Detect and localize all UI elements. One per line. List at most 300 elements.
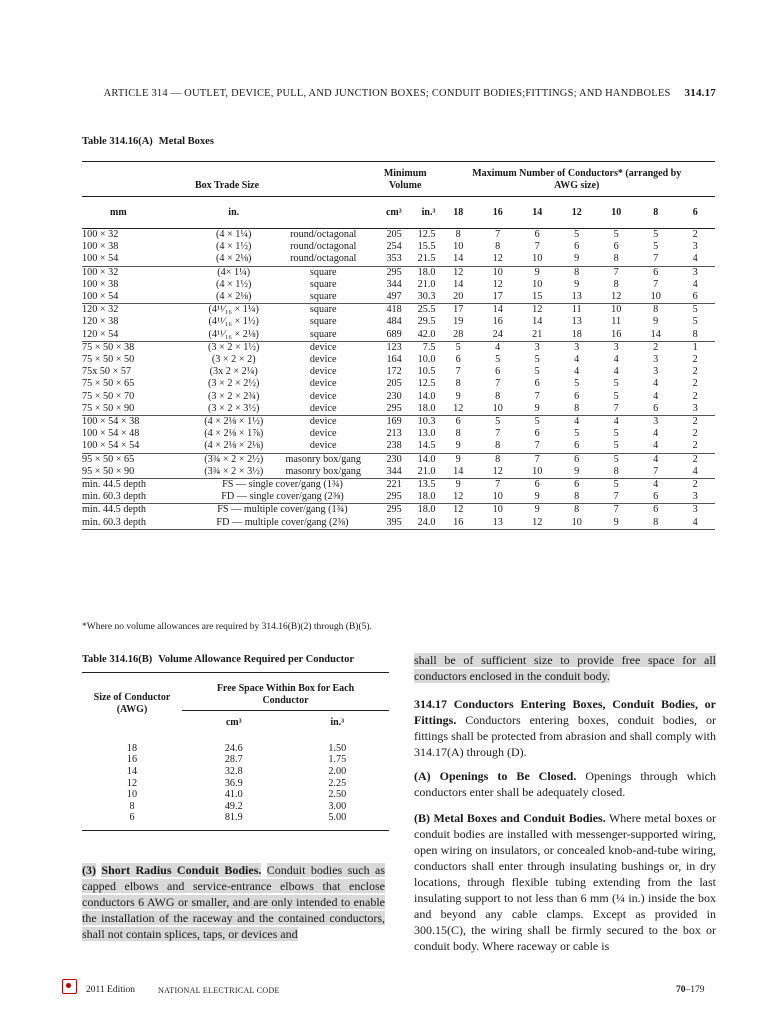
table-cell: FD — multiple cover/gang (2⅜) — [193, 517, 372, 530]
table-cell: device — [309, 341, 337, 353]
table-cell: 120 × 32 — [82, 304, 119, 316]
table-cell: 5 — [613, 428, 619, 440]
table-b-number: Table 314.16(B) — [82, 654, 153, 665]
table-cell: 8 — [495, 241, 501, 253]
table-cell: 8 — [455, 428, 461, 440]
table-cell: 100 × 32 — [82, 229, 119, 240]
metal-boxes-body: Where metal boxes or conduit bodies are installed with messenger-supported wiring, open wiring on insulators, or concealed knob-and-tube wiring, conductors shall enter through insulating bushings or, in dry locations, through flexible tubing extending from the last insulating support to not less than 6 mm (¼ in.) inside the box and beyond any cable clamps. Except as provided in 300.15(C), the wiring shall be firmly secured to the box or conduit body. Where raceway or cable is — [414, 811, 716, 953]
table-cell: 10 — [126, 789, 138, 801]
table-cell: square — [309, 266, 337, 278]
table-cell: (3 × 2 × 1½) — [208, 341, 260, 353]
table-cell: (3 × 2 × 3½) — [193, 403, 275, 416]
table-cell: 4 — [613, 354, 619, 366]
table-row — [82, 378, 715, 390]
table-cell: (4¹¹⁄₁₆ × 1½) — [208, 316, 259, 328]
openings-paragraph — [414, 768, 716, 800]
table-cell: 100 × 38 — [82, 241, 119, 253]
table-cell: 12.5 — [417, 229, 436, 240]
table-cell: (4 × 2⅛ × 1⅞) — [204, 428, 264, 440]
table-cell: 5 — [692, 304, 698, 316]
table-cell: 2 — [692, 229, 698, 240]
table-cell: 18 — [126, 742, 138, 754]
table-cell: 49.2 — [224, 800, 243, 812]
table-cell: 2 — [692, 390, 698, 402]
table-cell: (4 × 2⅛) — [193, 291, 275, 304]
table-cell: 13 — [478, 517, 518, 530]
table-cell: 16 — [596, 329, 636, 342]
table-cell: 3 — [675, 491, 715, 504]
table-cell: 5.00 — [285, 812, 389, 830]
table-row — [82, 291, 715, 304]
in-header: in. — [193, 197, 275, 229]
table-cell: 100 × 54 × 48 — [82, 428, 140, 440]
table-row — [82, 466, 715, 479]
table-cell: 100 × 54 × 38 — [82, 416, 140, 428]
table-b-title: Volume Allowance Required per Conductor — [158, 654, 355, 665]
table-cell: 21.0 — [402, 466, 439, 479]
table-cell: FS — single cover/gang (1¾) — [222, 479, 343, 491]
table-cell: 12 — [532, 304, 543, 316]
table-cell: 14 — [636, 329, 676, 342]
table-row — [82, 778, 389, 790]
header-article: ARTICLE 314 — OUTLET, DEVICE, PULL, AND JUNCTION BOXES; CONDUIT BODIES;FITTINGS; AND HANDBOLES — [103, 88, 671, 99]
table-cell: 21.5 — [402, 253, 439, 266]
table-row — [82, 354, 715, 366]
table-cell: 18.0 — [402, 403, 439, 416]
table-cell: 13 — [557, 291, 597, 304]
footer-page — [676, 985, 705, 995]
table-cell: 2.00 — [328, 765, 347, 777]
table-cell: 28.7 — [224, 754, 243, 766]
table-cell: 8 — [596, 253, 636, 266]
table-cell: 6 — [534, 479, 540, 491]
table-a-number: Table 314.16(A) — [82, 136, 153, 147]
table-a-footnote: *Where no volume allowances are required by 314.16(B)(2) through (B)(5). — [82, 622, 372, 632]
table-cell: 21.0 — [417, 278, 436, 290]
table-cell: 6 — [534, 229, 540, 240]
volume-allowance-table — [82, 672, 389, 831]
table-cell: 15.5 — [417, 241, 436, 253]
table-cell: 12 — [438, 403, 478, 416]
table-cell: 75 × 50 × 50 — [82, 354, 135, 366]
table-cell: 9 — [596, 517, 636, 530]
table-cell: 9 — [438, 440, 478, 453]
table-cell: 254 — [386, 241, 402, 253]
table-cell: 12 — [438, 491, 478, 504]
table-cell: (3x 2 × 2¼) — [209, 366, 258, 378]
table-cell: 24.6 — [224, 742, 243, 754]
table-cell: 12 — [517, 517, 557, 530]
table-cell: 10 — [517, 466, 557, 479]
table-cell: 6 — [534, 378, 540, 390]
openings-body: Openings through which conductors enter shall be adequately closed. — [414, 769, 716, 799]
table-cell: 3 — [692, 241, 698, 253]
table-cell: 19 — [453, 316, 464, 328]
table-cell: 10 — [478, 403, 518, 416]
table-cell: (4¹¹⁄₁₆ × 2⅛) — [193, 329, 275, 342]
table-a-caption — [82, 136, 214, 147]
table-cell: 3 — [574, 341, 580, 353]
table-cell: 75 × 50 × 65 — [82, 378, 135, 390]
table-cell: (3¾ × 2 × 3½) — [193, 466, 275, 479]
table-cell: 9 — [534, 266, 540, 278]
table-b-cm3-header: cm³ — [182, 711, 285, 735]
table-cell: 7 — [517, 440, 557, 453]
table-cell: 18 — [557, 329, 597, 342]
awg-header-1: 16 — [478, 197, 518, 229]
table-cell: 5 — [692, 316, 698, 328]
table-row — [82, 366, 715, 378]
table-cell: min. 60.3 depth — [82, 517, 193, 530]
table-cell: 8 — [478, 440, 518, 453]
table-cell: 8 — [455, 229, 461, 240]
table-cell: 3 — [653, 354, 659, 366]
table-row — [82, 304, 715, 317]
table-cell: 497 — [372, 291, 402, 304]
table-cell: 2.50 — [328, 789, 347, 801]
table-cell: min. 44.5 depth — [82, 479, 146, 491]
openings-title: (A) Openings to Be Closed. — [414, 769, 577, 783]
table-cell: 14 — [126, 765, 138, 777]
table-cell: 28 — [438, 329, 478, 342]
table-cell: square — [309, 316, 337, 328]
table-row — [82, 403, 715, 416]
table-cell: 172 — [386, 366, 402, 378]
table-cell: 100 × 54 — [82, 291, 193, 304]
table-cell: 2 — [692, 453, 698, 465]
table-cell: 205 — [386, 378, 402, 390]
table-cell: 14 — [438, 466, 478, 479]
table-row — [82, 241, 715, 253]
table-cell: device — [309, 354, 337, 366]
table-cell: 5 — [455, 341, 461, 353]
table-cell: 100 × 32 — [82, 266, 119, 278]
table-cell: 6 — [574, 390, 580, 402]
table-cell: 21 — [517, 329, 557, 342]
table-cell: 7 — [596, 403, 636, 416]
table-cell: 15 — [517, 291, 557, 304]
table-cell: 75 × 50 × 38 — [82, 341, 135, 353]
table-cell: 3.00 — [328, 800, 347, 812]
table-cell: (4 × 2⅛ × 1½) — [204, 416, 264, 428]
table-cell: 3 — [653, 366, 659, 378]
table-cell: 689 — [372, 329, 402, 342]
table-cell: 12 — [126, 777, 138, 789]
table-cell: device — [274, 403, 372, 416]
table-cell: device — [309, 390, 337, 402]
table-cell: 120 × 38 — [82, 316, 119, 328]
table-cell: 10 — [478, 491, 518, 504]
table-row — [82, 341, 715, 354]
shape-header-blank — [274, 197, 372, 229]
table-cell: 12.5 — [417, 378, 436, 390]
footer-edition: 2011 Edition — [86, 985, 135, 995]
table-cell: 10 — [492, 504, 503, 516]
table-cell: 20 — [438, 291, 478, 304]
table-cell: 81.9 — [182, 812, 285, 830]
table-cell: 18.0 — [417, 504, 436, 516]
table-cell: 14 — [453, 278, 464, 290]
table-cell: 9 — [574, 278, 580, 290]
table-cell: 6 — [653, 266, 659, 278]
table-cell: 13.5 — [417, 479, 436, 491]
table-cell: 2 — [692, 428, 698, 440]
table-cell: 10.0 — [417, 354, 436, 366]
table-cell: 484 — [386, 316, 402, 328]
table-cell: 6 — [557, 440, 597, 453]
table-cell: 295 — [386, 266, 402, 278]
table-cell: 6 — [636, 403, 676, 416]
table-a-header-row — [82, 162, 715, 197]
table-cell: 6 — [82, 812, 182, 830]
table-row — [82, 316, 715, 328]
table-cell: 75x 50 × 57 — [82, 366, 132, 378]
table-cell: 6 — [636, 491, 676, 504]
size-of-conductor-header: Size of Conductor (AWG) — [82, 673, 182, 735]
table-cell: 14 — [492, 304, 503, 316]
table-cell: device — [309, 366, 337, 378]
table-cell: 5 — [534, 354, 540, 366]
table-row — [82, 253, 715, 266]
table-cell: 41.0 — [224, 789, 243, 801]
table-cell: 5 — [574, 378, 580, 390]
table-cell: 7 — [636, 253, 676, 266]
awg-header-5: 8 — [636, 197, 676, 229]
table-row — [82, 735, 389, 755]
table-cell: 8 — [636, 517, 676, 530]
table-cell: 6 — [455, 416, 461, 428]
table-cell: 25.5 — [417, 304, 436, 316]
table-cell: 6 — [653, 504, 659, 516]
table-cell: (3 × 2 × 2) — [211, 354, 256, 366]
table-cell: 8 — [574, 504, 580, 516]
table-cell: 2 — [692, 354, 698, 366]
table-cell: 10.5 — [417, 366, 436, 378]
table-cell: 100 × 54 × 54 — [82, 440, 193, 453]
awg-header-2: 14 — [517, 197, 557, 229]
table-cell: 8 — [455, 378, 461, 390]
table-cell: 2 — [653, 341, 659, 353]
table-cell: square — [309, 278, 337, 290]
table-cell: 17 — [478, 291, 518, 304]
short-radius-title: Short Radius Conduit Bodies. — [101, 863, 262, 877]
header-section: 314.17 — [684, 87, 716, 99]
table-cell: 6 — [534, 428, 540, 440]
table-cell: 4 — [653, 378, 659, 390]
table-cell: 3 — [692, 266, 698, 278]
table-cell: 10 — [557, 517, 597, 530]
table-cell: round/octagonal — [290, 241, 357, 253]
table-cell: 4 — [675, 466, 715, 479]
table-cell: 230 — [386, 453, 402, 465]
table-cell: 8 — [574, 266, 580, 278]
table-cell: 14 — [532, 316, 543, 328]
table-cell: 42.0 — [402, 329, 439, 342]
table-cell: 7 — [596, 491, 636, 504]
table-row — [82, 229, 715, 242]
table-row — [82, 801, 389, 813]
table-cell: 6 — [574, 241, 580, 253]
table-cell: 10 — [611, 304, 622, 316]
table-cell: 6 — [613, 241, 619, 253]
table-row — [82, 479, 715, 492]
table-cell: 4 — [692, 278, 698, 290]
table-cell: 4 — [613, 416, 619, 428]
table-cell: (4 × 1½) — [215, 278, 252, 290]
table-cell: 3 — [675, 403, 715, 416]
table-cell: 164 — [386, 354, 402, 366]
table-cell: 7 — [534, 390, 540, 402]
section-314-17-paragraph — [414, 696, 716, 760]
table-cell: 7 — [534, 241, 540, 253]
table-cell: 14.0 — [417, 390, 436, 402]
mm-header: mm — [82, 197, 193, 229]
table-cell: 120 × 54 — [82, 329, 193, 342]
table-cell: 1.50 — [328, 742, 347, 754]
table-cell: 2 — [692, 479, 698, 491]
table-cell: 6 — [675, 291, 715, 304]
table-cell: 8 — [495, 390, 501, 402]
table-cell: 4 — [613, 366, 619, 378]
table-cell: 353 — [372, 253, 402, 266]
table-b-header-row — [82, 673, 389, 711]
table-row — [82, 812, 389, 830]
table-cell: 8 — [596, 466, 636, 479]
table-cell: 4 — [653, 453, 659, 465]
section-314-17-body: Conductors entering boxes, conduit bodies, or fittings shall be protected from abrasion and shall comply with 314.17(A) through (D). — [414, 713, 716, 759]
table-row — [82, 428, 715, 440]
awg-header-0: 18 — [438, 197, 478, 229]
table-cell: 95 × 50 × 65 — [82, 453, 135, 465]
table-cell: 9 — [557, 466, 597, 479]
table-cell: (3 × 2 × 2½) — [208, 378, 260, 390]
table-row — [82, 329, 715, 342]
table-cell: 5 — [534, 366, 540, 378]
table-cell: 7 — [495, 479, 501, 491]
table-row — [82, 517, 715, 530]
table-cell: 36.9 — [224, 777, 243, 789]
table-cell: 9 — [455, 390, 461, 402]
table-cell: 12 — [478, 466, 518, 479]
table-cell: FS — multiple cover/gang (1¾) — [217, 504, 348, 516]
table-cell: 2 — [692, 416, 698, 428]
table-cell: 12 — [453, 266, 464, 278]
table-cell: 6 — [495, 366, 501, 378]
table-cell: (4× 1¼) — [217, 266, 251, 278]
table-cell: 7 — [495, 428, 501, 440]
table-cell: 4 — [653, 428, 659, 440]
table-cell: 5 — [653, 241, 659, 253]
table-cell: 238 — [372, 440, 402, 453]
table-cell: 4 — [636, 440, 676, 453]
table-cell: 9 — [534, 504, 540, 516]
table-a-title: Metal Boxes — [158, 136, 214, 147]
awg-header-3: 12 — [557, 197, 597, 229]
table-cell: 13 — [571, 316, 582, 328]
table-cell: 221 — [386, 479, 402, 491]
table-cell: 12 — [492, 278, 503, 290]
table-cell: 17 — [453, 304, 464, 316]
short-radius-number: (3) — [82, 863, 96, 877]
cm3-header: cm³ — [372, 197, 402, 229]
table-cell: 4 — [653, 479, 659, 491]
table-cell: 9 — [517, 403, 557, 416]
table-cell: 75 × 50 × 90 — [82, 403, 193, 416]
table-cell: 5 — [613, 229, 619, 240]
table-cell: 10 — [453, 241, 464, 253]
table-row — [82, 754, 389, 766]
table-cell: 75 × 50 × 70 — [82, 390, 135, 402]
table-cell: min. 60.3 depth — [82, 491, 193, 504]
table-cell: 4 — [574, 354, 580, 366]
table-cell: 8 — [613, 278, 619, 290]
section-314-17-title: 314.17 Conductors Entering Boxes, Conduit Bodies, or Fittings. — [414, 697, 716, 727]
continuation-text: shall be of sufficient size to provide free space for all conductors enclosed in the conduit body. — [414, 653, 716, 683]
table-row — [82, 391, 715, 403]
table-cell: 12 — [478, 253, 518, 266]
table-cell: 5 — [495, 354, 501, 366]
table-cell: 2 — [692, 366, 698, 378]
table-cell: device — [309, 378, 337, 390]
table-cell: 14.0 — [417, 453, 436, 465]
table-cell: 123 — [386, 341, 402, 353]
table-cell: 9 — [557, 253, 597, 266]
table-cell: 169 — [386, 416, 402, 428]
right-column-continuation — [414, 652, 716, 684]
table-cell: 6 — [574, 479, 580, 491]
table-cell: 10 — [492, 266, 503, 278]
table-cell: 12 — [596, 291, 636, 304]
table-cell: 5 — [653, 229, 659, 240]
table-row — [82, 440, 715, 453]
table-cell: 5 — [596, 440, 636, 453]
table-b-in3-header: in.³ — [285, 711, 389, 735]
table-cell: 7 — [455, 366, 461, 378]
table-cell: 8 — [557, 491, 597, 504]
table-row — [82, 491, 715, 504]
table-cell: 24 — [478, 329, 518, 342]
table-cell: 12 — [453, 504, 464, 516]
table-cell: 4 — [653, 390, 659, 402]
table-cell: device — [309, 428, 337, 440]
table-row — [82, 266, 715, 279]
table-cell: 5 — [574, 229, 580, 240]
table-cell: 16 — [492, 316, 503, 328]
table-cell: 8 — [129, 800, 135, 812]
table-row — [82, 504, 715, 517]
table-cell: 95 × 50 × 90 — [82, 466, 193, 479]
table-cell: 5 — [613, 378, 619, 390]
table-cell: 18.0 — [402, 491, 439, 504]
table-cell: 395 — [372, 517, 402, 530]
table-cell: 4 — [675, 253, 715, 266]
running-header — [0, 87, 716, 99]
table-cell: device — [274, 440, 372, 453]
table-cell: 1.75 — [328, 754, 347, 766]
table-cell: 213 — [386, 428, 402, 440]
table-cell: 7.5 — [422, 341, 436, 353]
table-cell: 1 — [692, 341, 698, 353]
table-cell: FD — single cover/gang (2⅜) — [193, 491, 372, 504]
table-cell: 7 — [653, 278, 659, 290]
table-cell: (4¹¹⁄₁₆ × 1¼) — [208, 304, 259, 316]
table-cell: device — [309, 416, 337, 428]
table-row — [82, 279, 715, 291]
metal-boxes-paragraph — [414, 810, 716, 954]
table-cell: 8 — [653, 304, 659, 316]
table-cell: 10 — [517, 253, 557, 266]
in3-header: in.³ — [402, 197, 439, 229]
